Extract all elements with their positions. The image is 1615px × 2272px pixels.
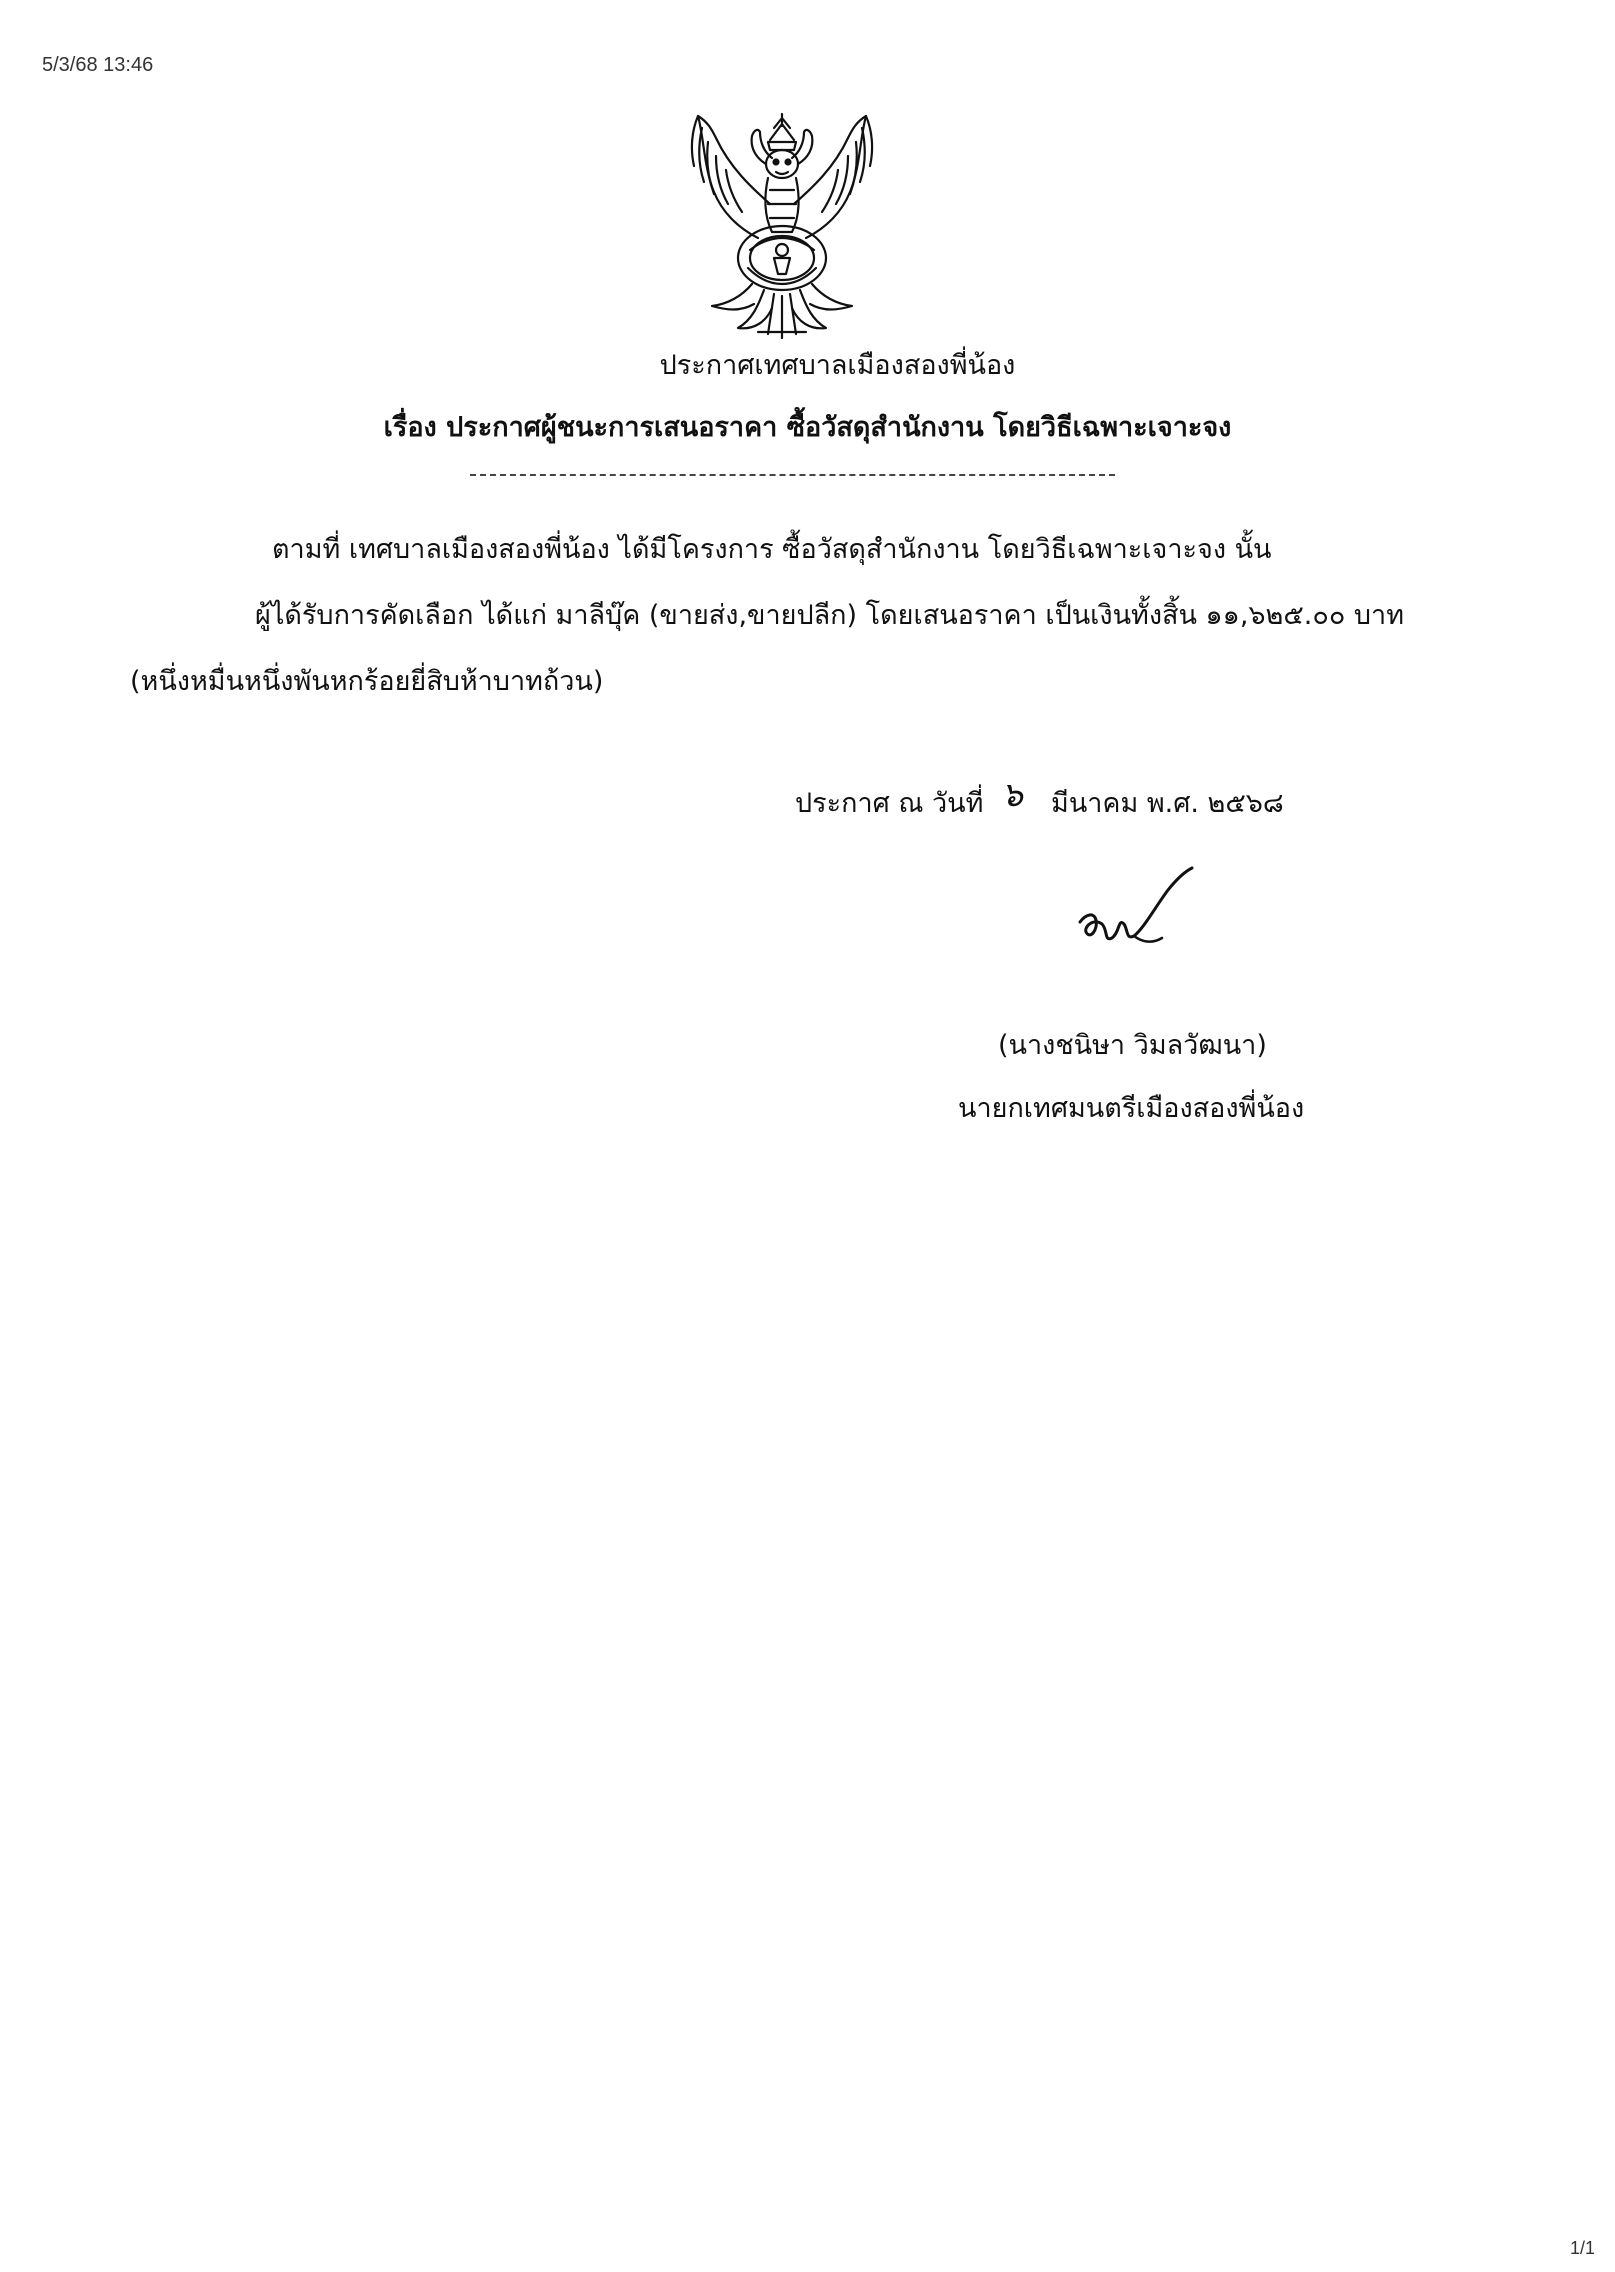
- body-line-2: ผู้ได้รับการคัดเลือก ได้แก่ มาลีบุ๊ค (ขายส่ง,ขายปลีก) โดยเสนอราคา เป็นเงินทั้งสิ้น ๑๑,๖๒๕.๐๐ บาท: [255, 600, 1404, 631]
- garuda-emblem-icon: [682, 108, 882, 340]
- body-line-1: ตามที่ เทศบาลเมืองสองพี่น้อง ได้มีโครงการ ซื้อวัสดุสำนักงาน โดยวิธีเฉพาะเจาะจง นั้น: [272, 534, 1272, 565]
- handwritten-signature-icon: [1072, 862, 1212, 972]
- date-day-handwritten: ๖: [1001, 775, 1024, 815]
- dashed-divider: [470, 474, 1115, 476]
- date-prefix: ประกาศ ณ วันที่: [795, 788, 984, 819]
- announcement-title: ประกาศเทศบาลเมืองสองพี่น้อง: [659, 350, 1016, 381]
- body-line-3: (หนึ่งหมื่นหนึ่งพันหกร้อยยี่สิบห้าบาทถ้วน): [130, 666, 604, 697]
- announcement-date: [795, 773, 1284, 827]
- page-indicator: 1/1: [1569, 2238, 1595, 2258]
- scan-timestamp: 5/3/68 13:46: [42, 54, 154, 76]
- signer-title: นายกเทศมนตรีเมืองสองพี่น้อง: [958, 1093, 1305, 1124]
- signer-name: (นางชนิษา วิมลวัฒนา): [998, 1030, 1267, 1061]
- date-month-year: มีนาคม พ.ศ. ๒๕๖๘: [1051, 788, 1284, 819]
- announcement-subject: เรื่อง ประกาศผู้ชนะการเสนอราคา ซื้อวัสดุสำนักงาน โดยวิธีเฉพาะเจาะจง: [383, 412, 1232, 443]
